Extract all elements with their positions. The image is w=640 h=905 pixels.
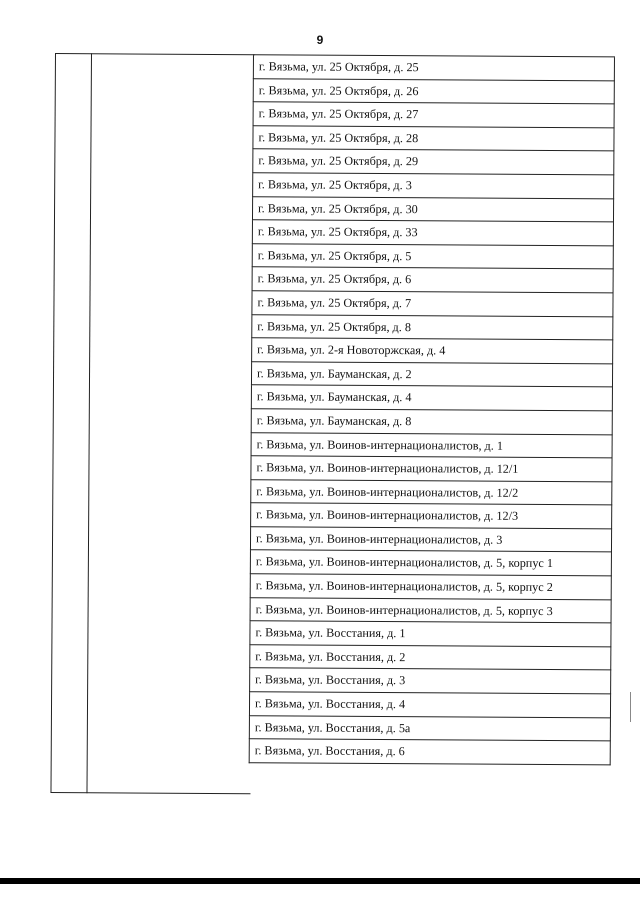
table-row: г. Вязьма, ул. 25 Октября, д. 25 (253, 55, 615, 81)
table-row: г. Вязьма, ул. Восстания, д. 2 (249, 645, 611, 671)
table-row: г. Вязьма, ул. Восстания, д. 3 (249, 669, 611, 695)
table-row: г. Вязьма, ул. 25 Октября, д. 8 (251, 315, 613, 341)
table-row: г. Вязьма, ул. 25 Октября, д. 3 (252, 173, 614, 199)
scan-edge-bar (0, 878, 640, 884)
table-row: г. Вязьма, ул. Воинов-интернационалистов, д. 12/3 (250, 503, 612, 529)
table-row: г. Вязьма, ул. Воинов-интернационалистов, д. 12/1 (250, 456, 612, 482)
table-row: г. Вязьма, ул. Восстания, д. 5а (249, 716, 611, 742)
table-row: г. Вязьма, ул. Воинов-интернационалистов, д. 5, корпус 1 (250, 551, 612, 577)
table-row: г. Вязьма, ул. Бауманская, д. 8 (251, 409, 613, 435)
table-row: г. Вязьма, ул. Восстания, д. 4 (249, 692, 611, 718)
table-row: г. Вязьма, ул. 25 Октября, д. 6 (252, 268, 614, 294)
table-row: г. Вязьма, ул. 2-я Новоторжская, д. 4 (251, 338, 613, 364)
table-row: г. Вязьма, ул. 25 Октября, д. 27 (253, 102, 615, 128)
table-row: г. Вязьма, ул. 25 Октября, д. 26 (253, 79, 615, 105)
table-row: г. Вязьма, ул. 25 Октября, д. 29 (252, 150, 614, 176)
table-row: г. Вязьма, ул. Восстания, д. 1 (249, 621, 611, 647)
table-row: г. Вязьма, ул. Восстания, д. 6 (249, 739, 611, 765)
table-row: г. Вязьма, ул. Воинов-интернационалистов, д. 1 (251, 433, 613, 459)
scan-margin-mark (630, 692, 631, 722)
table-top-border-left (55, 53, 255, 55)
table-row: г. Вязьма, ул. Воинов-интернационалистов, д. 12/2 (250, 480, 612, 506)
table-row: г. Вязьма, ул. Воинов-интернационалистов, д. 5, корпус 2 (250, 574, 612, 600)
table-row: г. Вязьма, ул. Воинов-интернационалистов, д. 5, корпус 3 (250, 598, 612, 624)
table-row: г. Вязьма, ул. 25 Октября, д. 5 (252, 244, 614, 270)
table-row: г. Вязьма, ул. 25 Октября, д. 28 (252, 126, 614, 152)
table-left-border (50, 53, 56, 793)
table-row: г. Вязьма, ул. Воинов-интернационалистов, д. 3 (250, 527, 612, 553)
address-table (50, 53, 615, 801)
table-column-divider (86, 53, 92, 793)
table-row: г. Вязьма, ул. 25 Октября, д. 30 (252, 197, 614, 223)
table-row: г. Вязьма, ул. Бауманская, д. 4 (251, 386, 613, 412)
table-bottom-border-left (50, 792, 250, 794)
page-number: 9 (316, 33, 324, 47)
table-row: г. Вязьма, ул. 25 Октября, д. 33 (252, 220, 614, 246)
table-row: г. Вязьма, ул. Бауманская, д. 2 (251, 362, 613, 388)
table-row: г. Вязьма, ул. 25 Октября, д. 7 (251, 291, 613, 317)
address-list (249, 54, 615, 765)
